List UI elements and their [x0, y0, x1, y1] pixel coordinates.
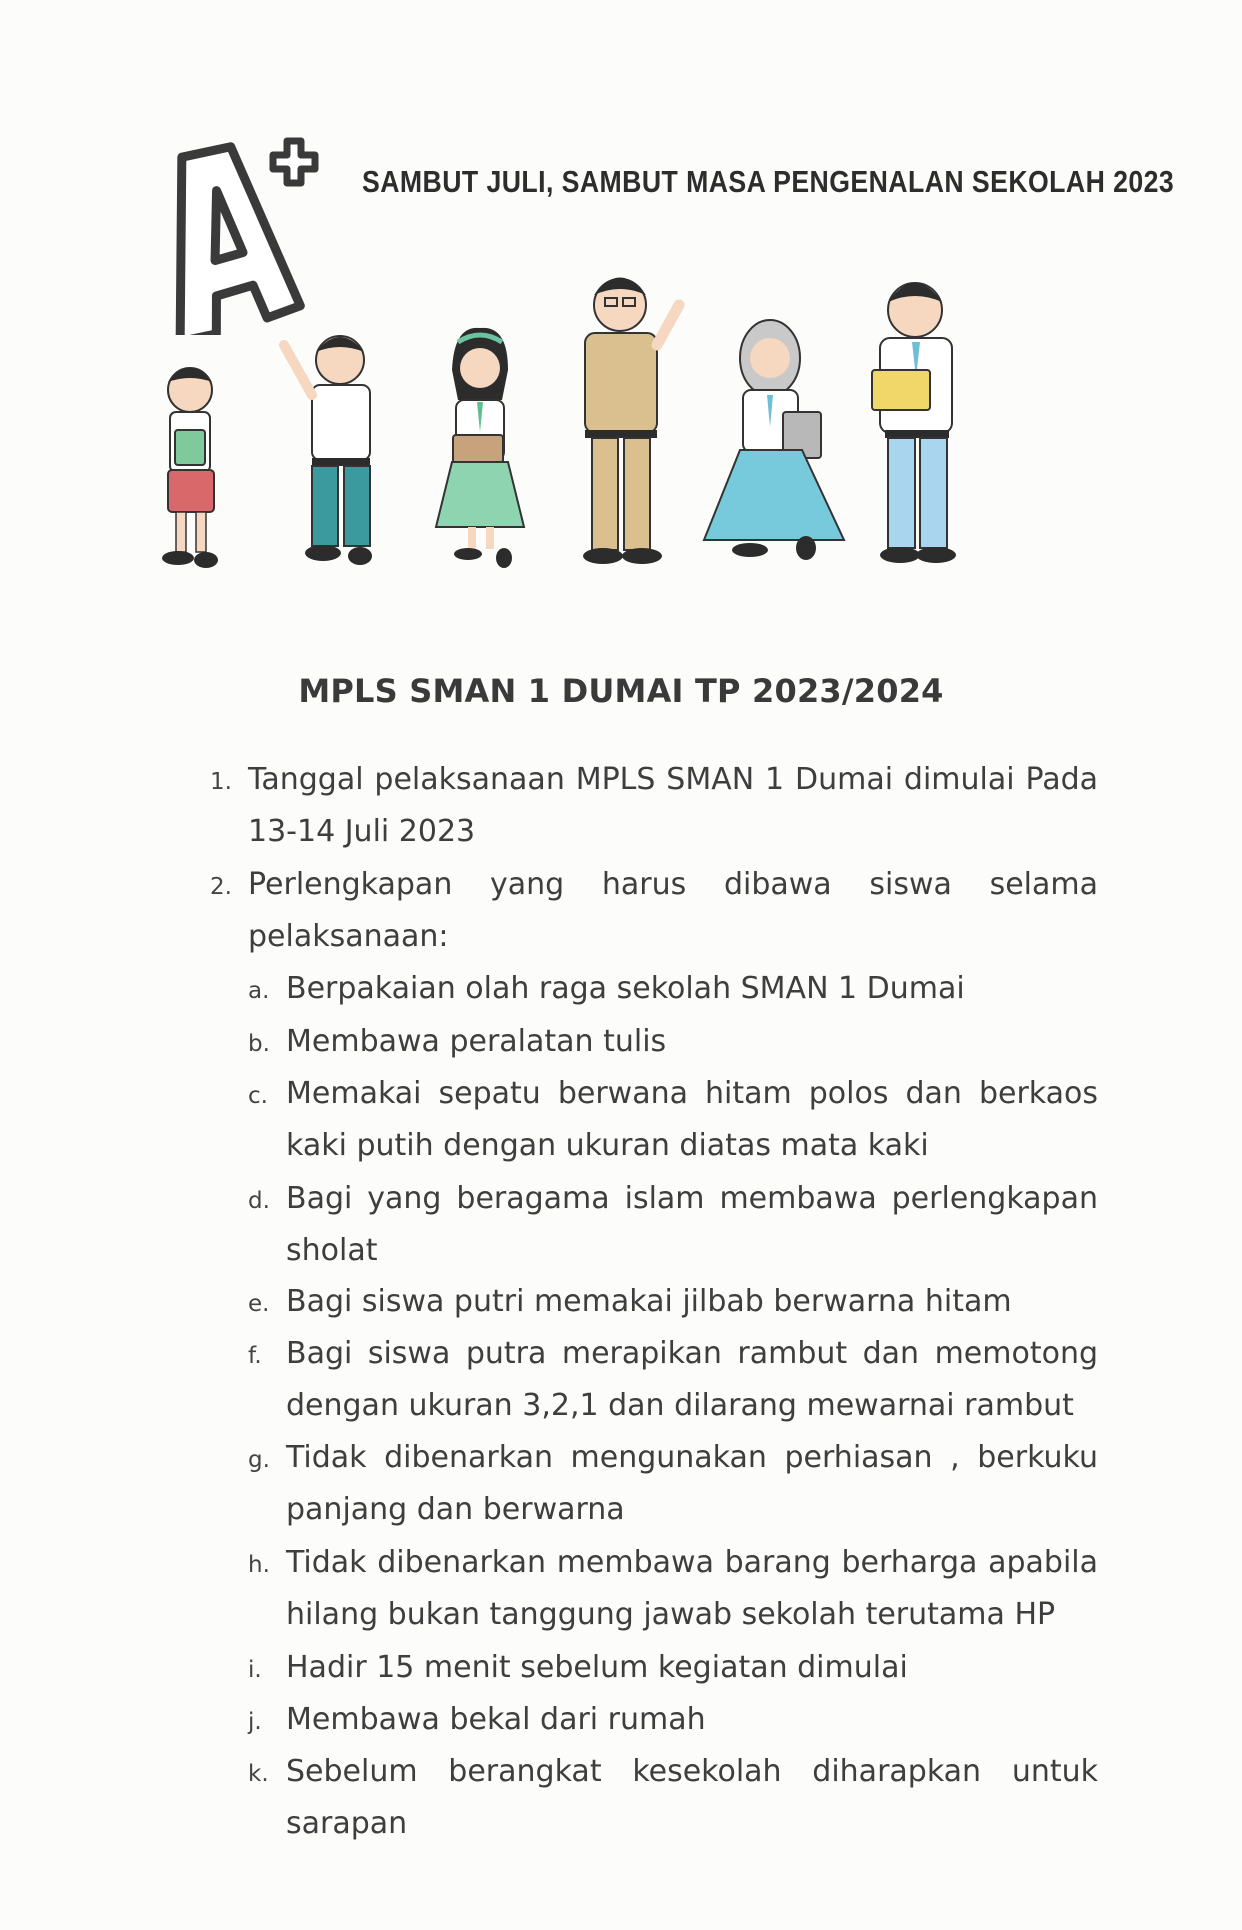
teacher-khaki [583, 278, 679, 565]
sub-list-item-text-continued: panjang dan berwarna [286, 1492, 625, 1527]
sub-list-marker: i. [248, 1657, 262, 1683]
sub-list-marker: h. [248, 1552, 270, 1578]
sub-list-marker: j. [248, 1709, 262, 1735]
sub-list-item-text: Tidak dibenarkan membawa barang berharga apabila [286, 1545, 1098, 1580]
sub-list-marker: b. [248, 1031, 270, 1057]
student-girl-green [436, 328, 524, 568]
sub-list-item-text: Bagi siswa putra merapikan rambut dan memotong [286, 1336, 1098, 1371]
sub-list-marker: e. [248, 1291, 270, 1317]
banner-headline: SAMBUT JULI, SAMBUT MASA PENGENALAN SEKOLAH 2023 [362, 164, 1175, 199]
sub-list-item-text: Memakai sepatu berwana hitam polos dan berkaos [286, 1076, 1098, 1111]
student-senior-boy [872, 283, 956, 563]
sub-list-item-text: Sebelum berangkat kesekolah diharapkan untuk [286, 1754, 1098, 1789]
list-marker: 1. [210, 769, 232, 795]
sub-list-item-text-continued: dengan ukuran 3,2,1 dan dilarang mewarnai rambut [286, 1388, 1074, 1423]
student-elementary-boy [162, 368, 218, 568]
sub-list-item-text: Bagi yang beragama islam membawa perlengkapan [286, 1181, 1098, 1216]
students-illustration [140, 230, 1040, 650]
sub-list-item-text-continued: sarapan [286, 1806, 408, 1841]
sub-list-item-text-continued: sholat [286, 1233, 378, 1268]
list-marker: 2. [210, 874, 232, 900]
sub-list-item-text: Berpakaian olah raga sekolah SMAN 1 Dumai [286, 971, 965, 1006]
list-item-text: Tanggal pelaksanaan MPLS SMAN 1 Dumai dimulai Pada [248, 762, 1098, 797]
sub-list-marker: k. [248, 1761, 269, 1787]
sub-list-item-text: Bagi siswa putri memakai jilbab berwarna hitam [286, 1284, 1012, 1319]
sub-list-item-text: Hadir 15 menit sebelum kegiatan dimulai [286, 1650, 908, 1685]
list-item-text-continued: pelaksanaan: [248, 919, 449, 954]
sub-list-marker: c. [248, 1083, 268, 1109]
sub-list-marker: f. [248, 1343, 262, 1369]
sub-list-marker: d. [248, 1188, 270, 1214]
sub-list-marker: g. [248, 1447, 270, 1473]
student-junior-boy [284, 336, 372, 565]
student-girl-hijab [704, 320, 844, 560]
sub-list-item-text-continued: hilang bukan tanggung jawab sekolah terutama HP [286, 1597, 1056, 1632]
sub-list-item-text: Membawa peralatan tulis [286, 1024, 667, 1059]
sub-list-item-text-continued: kaki putih dengan ukuran diatas mata kaki [286, 1128, 929, 1163]
sub-list-item-text: Membawa bekal dari rumah [286, 1702, 706, 1737]
page-title: MPLS SMAN 1 DUMAI TP 2023/2024 [298, 672, 944, 710]
sub-list-item-text: Tidak dibenarkan mengunakan perhiasan , berkuku [286, 1440, 1098, 1475]
list-item-text: Perlengkapan yang harus dibawa siswa selama [248, 867, 1098, 902]
list-item-text-continued: 13-14 Juli 2023 [248, 814, 476, 849]
sub-list-marker: a. [248, 978, 270, 1004]
